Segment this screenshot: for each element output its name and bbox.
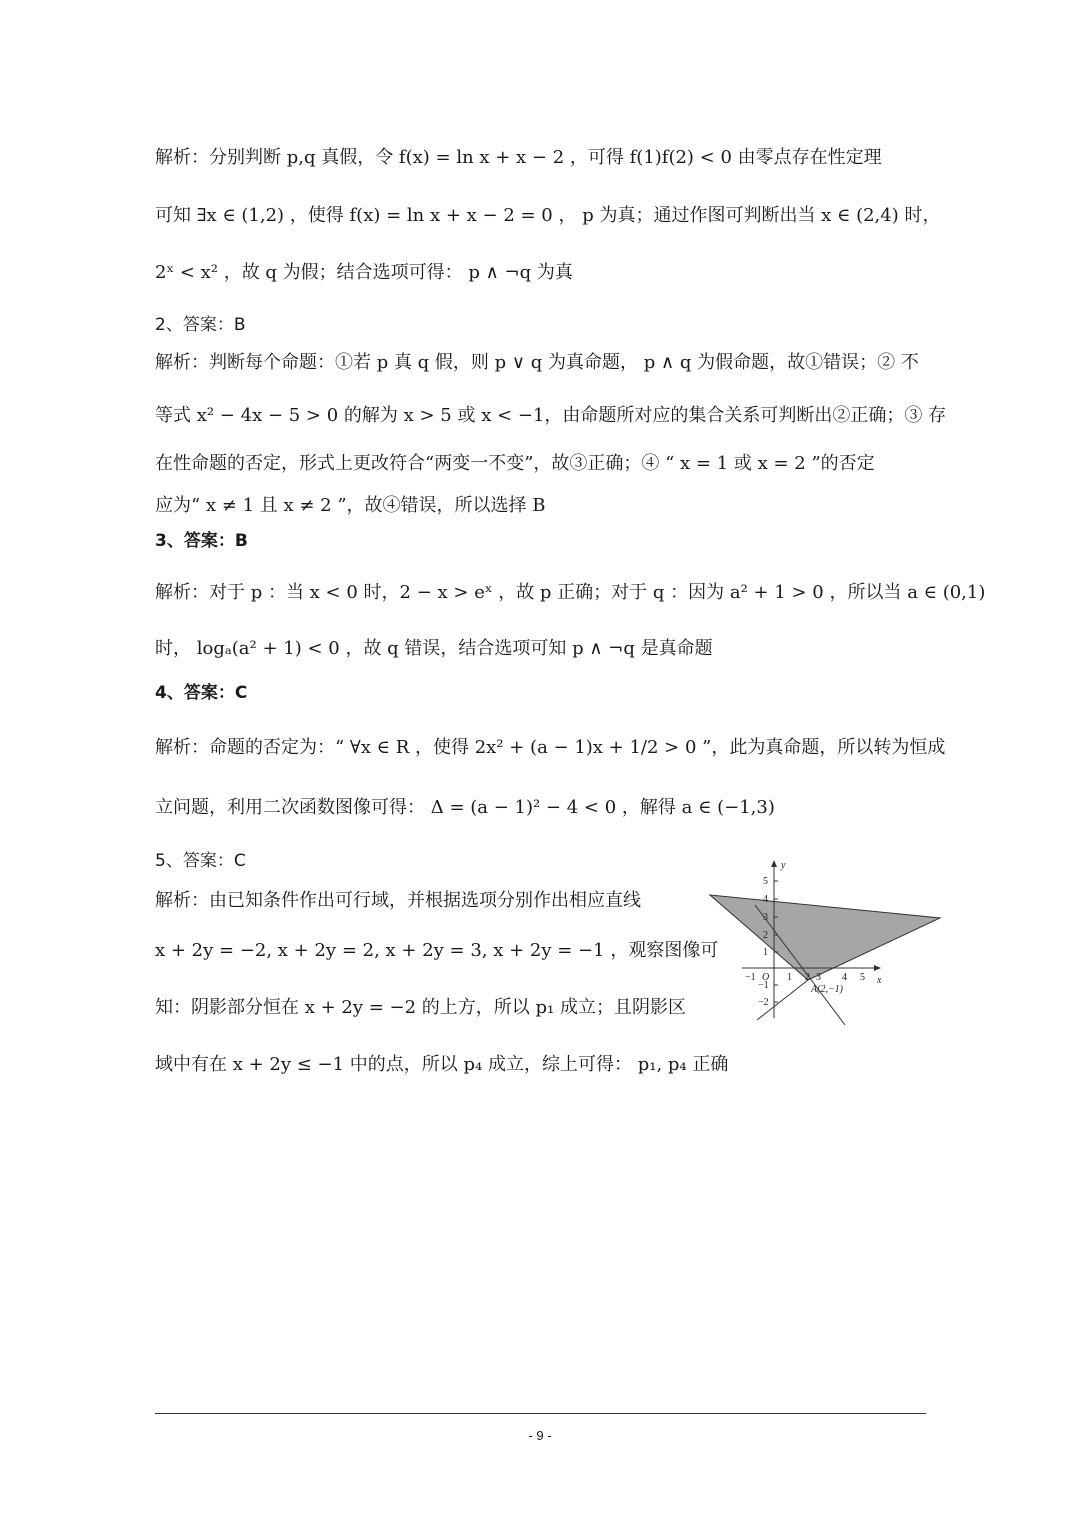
feasible-region-figure <box>705 855 945 1039</box>
x-tick-label: 4 <box>842 972 847 983</box>
text-line: 解析：命题的否定为：“ ∀x ∈ R ，使得 2x² + (a − 1)x + 1/2 > 0 ”，此为真命题，所以转为恒成 <box>155 737 946 758</box>
answer-heading: 3、答案：B <box>155 531 248 551</box>
text-line: 解析：由已知条件作出可行域，并根据选项分别作出相应直线 <box>155 890 641 911</box>
y-tick-label: −2 <box>758 997 769 1008</box>
text-line: 解析：对于 p ：当 x < 0 时，2 − x > eˣ ，故 p 正确；对于 q ：因为 a² + 1 > 0 ，所以当 a ∈ (0,1) <box>155 582 986 603</box>
answer-heading: 2、答案：B <box>155 315 246 335</box>
text-line: 时， logₐ(a² + 1) < 0 ，故 q 错误，结合选项可知 p ∧ ¬q 是真命题 <box>155 638 713 659</box>
footer-rule <box>155 1413 926 1414</box>
text-line: 解析：判断每个命题：①若 p 真 q 假，则 p ∨ q 为真命题， p ∧ q 为假命题，故①错误；② 不 <box>155 352 919 373</box>
text-line: 在性命题的否定，形式上更改符合“两变一不变”，故③正确；④ “ x = 1 或 x = 2 ”的否定 <box>155 453 875 474</box>
point-label: A(2,−1) <box>811 984 844 995</box>
y-tick-label: 1 <box>763 947 768 958</box>
y-tick-label: 5 <box>763 876 768 887</box>
x-tick-label: 1 <box>787 972 792 983</box>
x-tick-label: 3 <box>816 972 821 983</box>
x-tick-label: −1 <box>745 972 756 983</box>
text-line: 解析：分别判断 p,q 真假，令 f(x) = ln x + x − 2 ，可得 f(1)f(2) < 0 由零点存在性定理 <box>155 147 882 168</box>
x-tick-label: 2 <box>805 972 810 983</box>
y-axis-label: y <box>781 860 786 871</box>
feasible-region-graph <box>705 855 945 1035</box>
answer-heading: 4、答案：C <box>155 683 248 703</box>
text-line: 应为“ x ≠ 1 且 x ≠ 2 ”，故④错误，所以选择 B <box>155 495 546 516</box>
x-axis-arrow <box>874 965 881 971</box>
text-line: 知：阴影部分恒在 x + 2y = −2 的上方，所以 p₁ 成立；且阴影区 <box>155 997 686 1018</box>
y-tick-label: 2 <box>763 930 768 941</box>
y-tick-label: 3 <box>763 912 768 923</box>
y-axis-arrow <box>771 860 777 867</box>
y-tick-label: −1 <box>758 980 769 991</box>
text-line: 等式 x² − 4x − 5 > 0 的解为 x > 5 或 x < −1，由命题所对应的集合关系可判断出②正确；③ 存 <box>155 405 947 426</box>
origin-label: O <box>762 972 770 983</box>
x-tick-label: 5 <box>860 972 865 983</box>
text-line: x + 2y = −2, x + 2y = 2, x + 2y = 3, x + 2y = −1 ，观察图像可 <box>155 940 719 961</box>
text-line: 立问题，利用二次函数图像可得： Δ = (a − 1)² − 4 < 0 ，解得 a ∈ (−1,3) <box>155 797 775 818</box>
answer-heading: 5、答案：C <box>155 851 246 871</box>
y-tick-label: 4 <box>763 894 768 905</box>
x-axis-label: x <box>877 975 882 986</box>
text-line: 可知 ∃x ∈ (1,2) ，使得 f(x) = ln x + x − 2 = 0 ， p 为真；通过作图可判断出当 x ∈ (2,4) 时， <box>155 205 941 226</box>
text-line: 域中有在 x + 2y ≤ −1 中的点，所以 p₄ 成立，综上可得： p₁, p₄ 正确 <box>155 1054 729 1075</box>
page-number: - 9 - <box>528 1428 552 1443</box>
text-line: 2ˣ < x² ，故 q 为假；结合选项可得： p ∧ ¬q 为真 <box>155 262 573 283</box>
shaded-region <box>710 895 940 980</box>
